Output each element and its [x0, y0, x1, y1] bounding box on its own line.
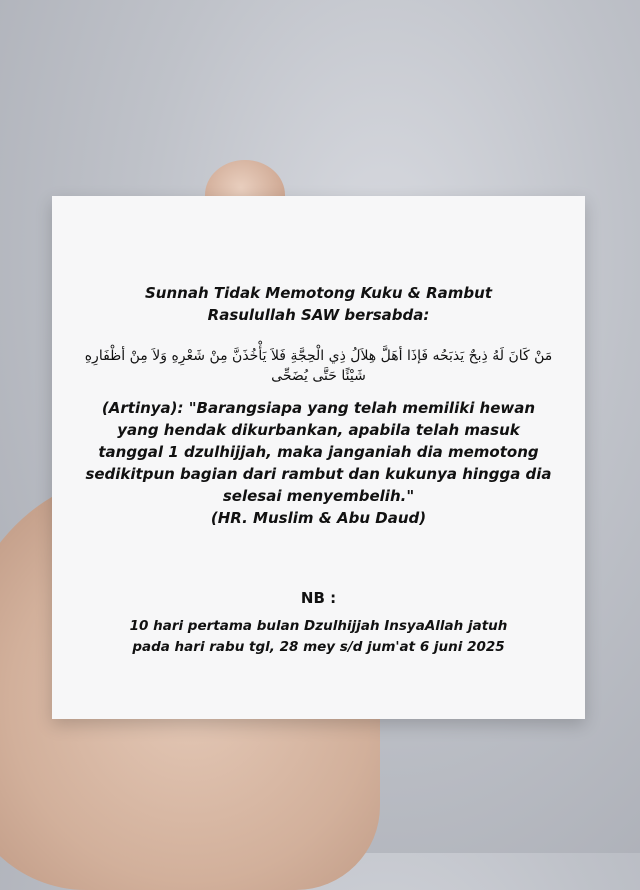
- hadith-source: (HR. Muslim & Abu Daud): [210, 509, 427, 527]
- arabic-hadith-text: مَنْ كَانَ لَهُ ذِبحٌ يَذبَحُه فَإذَا أهَلَّ هِلاَلُ ذِي الْحِجَّةِ فَلاَ يَأْخُذَنَّ مِنْ شَعْرِهِ وَلاَ مِنْ أظْفَارِهِ شَيْئًا حَتَّى يُضَحِّى: [84, 348, 553, 384]
- card-title: [52, 282, 585, 326]
- translation-line: (Artinya): "Barangsiapa yang telah memiliki hewan: [101, 399, 536, 417]
- translation-block: [70, 397, 567, 529]
- note-line-1: 10 hari pertama bulan Dzulhijjah InsyaAllah jatuh: [129, 618, 508, 634]
- title-line-1: Sunnah Tidak Memotong Kuku & Rambut: [145, 284, 492, 302]
- nb-label: NB :: [300, 589, 337, 607]
- note-line-2: pada hari rabu tgl, 28 mey s/d jum'at 6 juni 2025: [132, 639, 505, 655]
- note-card: [52, 196, 585, 719]
- translation-line: selesai menyembelih.": [222, 487, 415, 505]
- translation-line: tanggal 1 dzulhijjah, maka janganiah dia memotong: [98, 443, 539, 461]
- translation-line: yang hendak dikurbankan, apabila telah masuk: [117, 421, 520, 439]
- note-text: [72, 616, 565, 658]
- title-line-2: Rasulullah SAW bersabda:: [207, 306, 430, 324]
- translation-line: sedikitpun bagian dari rambut dan kukunya hingga dia: [85, 465, 552, 483]
